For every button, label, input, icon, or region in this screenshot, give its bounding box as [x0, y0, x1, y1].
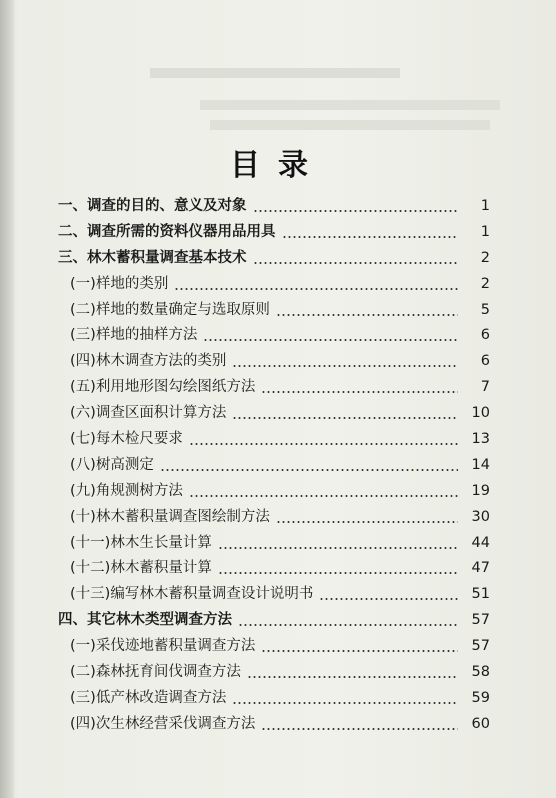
toc-entry-label: (三)样地的抽样方法 [70, 327, 198, 344]
toc-entry [58, 556, 490, 582]
toc-entry-label: (八)树高测定 [70, 456, 154, 473]
toc-entry-label: 三、林木蓄积量调查基本技术 [58, 249, 247, 266]
toc-entry [58, 608, 490, 634]
toc-dot-leader [261, 391, 458, 393]
toc-entry-label: (十)林木蓄积量调查图绘制方法 [70, 508, 270, 525]
toc-entry-label: 二、调查所需的资料仪器用品用具 [58, 223, 276, 240]
book-spine-shadow [0, 0, 14, 798]
toc-entry [58, 634, 490, 660]
toc-entry-label: 一、调查的目的、意义及对象 [58, 198, 247, 214]
toc-entry-label: (四)次生林经营采伐调查方法 [70, 715, 256, 732]
toc-entry [58, 479, 490, 505]
toc-dot-leader [319, 598, 458, 600]
show-through-shadow [200, 100, 500, 110]
toc-entry-label: (十三)编写林木蓄积量调查设计说明书 [70, 586, 314, 603]
toc-entry-page: 1 [480, 198, 490, 214]
toc-entry-page: 1 [480, 223, 490, 240]
toc-entry-page: 30 [471, 508, 490, 525]
toc-dot-leader [282, 236, 459, 238]
toc-dot-leader [261, 650, 458, 652]
toc-entry-label: (五)利用地形图勾绘图纸方法 [70, 379, 256, 396]
toc-entry-label: (十一)林木生长量计算 [70, 534, 212, 551]
toc-entry-page: 51 [471, 586, 490, 603]
toc-dot-leader [253, 210, 459, 212]
toc-entry [58, 453, 490, 479]
toc-dot-leader [174, 288, 458, 290]
toc-entry-page: 6 [480, 327, 490, 344]
toc-entry-label: 四、其它林木类型调查方法 [58, 612, 232, 629]
toc-dot-leader [232, 365, 458, 367]
show-through-shadow [210, 120, 490, 130]
toc-entry-page: 19 [471, 482, 490, 499]
toc-entry-label: (一)采伐迹地蓄积量调查方法 [70, 638, 256, 655]
page-title: 目录 [230, 148, 326, 183]
toc-entry-label: (二)森林抚育间伐调查方法 [70, 664, 241, 681]
toc-entry [58, 220, 490, 246]
toc-entry [58, 686, 490, 712]
toc-dot-leader [253, 262, 459, 264]
toc-dot-leader [218, 572, 458, 574]
toc-entry-label: (二)样地的数量确定与选取原则 [70, 301, 270, 318]
toc-dot-leader [189, 495, 458, 497]
toc-entry-page: 59 [471, 689, 490, 706]
toc-entry-page: 5 [480, 301, 490, 318]
toc-entry [58, 349, 490, 375]
toc-entry [58, 298, 490, 324]
toc-entry-label: (十二)林木蓄积量计算 [70, 560, 212, 577]
toc-entry-page: 6 [480, 353, 490, 370]
toc-entry [58, 660, 490, 686]
toc-entry [58, 323, 490, 349]
toc-dot-leader [276, 521, 458, 523]
toc-entry-page: 2 [480, 275, 490, 292]
toc-entry-page: 44 [471, 534, 490, 551]
toc-dot-leader [247, 676, 458, 678]
toc-entry-label: (六)调查区面积计算方法 [70, 405, 227, 422]
show-through-shadow [150, 68, 400, 78]
toc-entry-page: 7 [480, 379, 490, 396]
toc-entry-label: (七)每木检尺要求 [70, 431, 183, 448]
toc-entry-page: 13 [471, 431, 490, 448]
toc-entry-page: 2 [480, 249, 490, 266]
toc-entry [58, 712, 490, 738]
toc-entry-page: 57 [471, 638, 490, 655]
toc-entry [58, 401, 490, 427]
toc-entry-label: (四)林木调查方法的类别 [70, 353, 227, 370]
toc-entry-page: 10 [471, 405, 490, 422]
toc-entry [58, 375, 490, 401]
toc-entry [58, 427, 490, 453]
toc-entry [58, 246, 490, 272]
toc-dot-leader [276, 314, 458, 316]
toc-entry-page: 47 [471, 560, 490, 577]
toc-dot-leader [238, 624, 458, 626]
toc-entry [58, 582, 490, 608]
toc-entry-page: 58 [471, 664, 490, 681]
toc-entry-page: 60 [471, 715, 490, 732]
toc-dot-leader [218, 547, 458, 549]
toc-dot-leader [160, 469, 458, 471]
toc-dot-leader [189, 443, 458, 445]
toc-dot-leader [232, 702, 458, 704]
table-of-contents [58, 194, 490, 738]
toc-entry-label: (九)角规测树方法 [70, 482, 183, 499]
toc-entry [58, 272, 490, 298]
toc-dot-leader [203, 339, 458, 341]
toc-entry [58, 194, 490, 220]
toc-entry-page: 14 [471, 456, 490, 473]
toc-entry [58, 531, 490, 557]
toc-entry-label: (一)样地的类别 [70, 275, 169, 292]
toc-dot-leader [261, 728, 458, 730]
toc-entry [58, 505, 490, 531]
toc-entry-label: (三)低产林改造调查方法 [70, 689, 227, 706]
toc-entry-page: 57 [471, 612, 490, 629]
toc-dot-leader [232, 417, 458, 419]
